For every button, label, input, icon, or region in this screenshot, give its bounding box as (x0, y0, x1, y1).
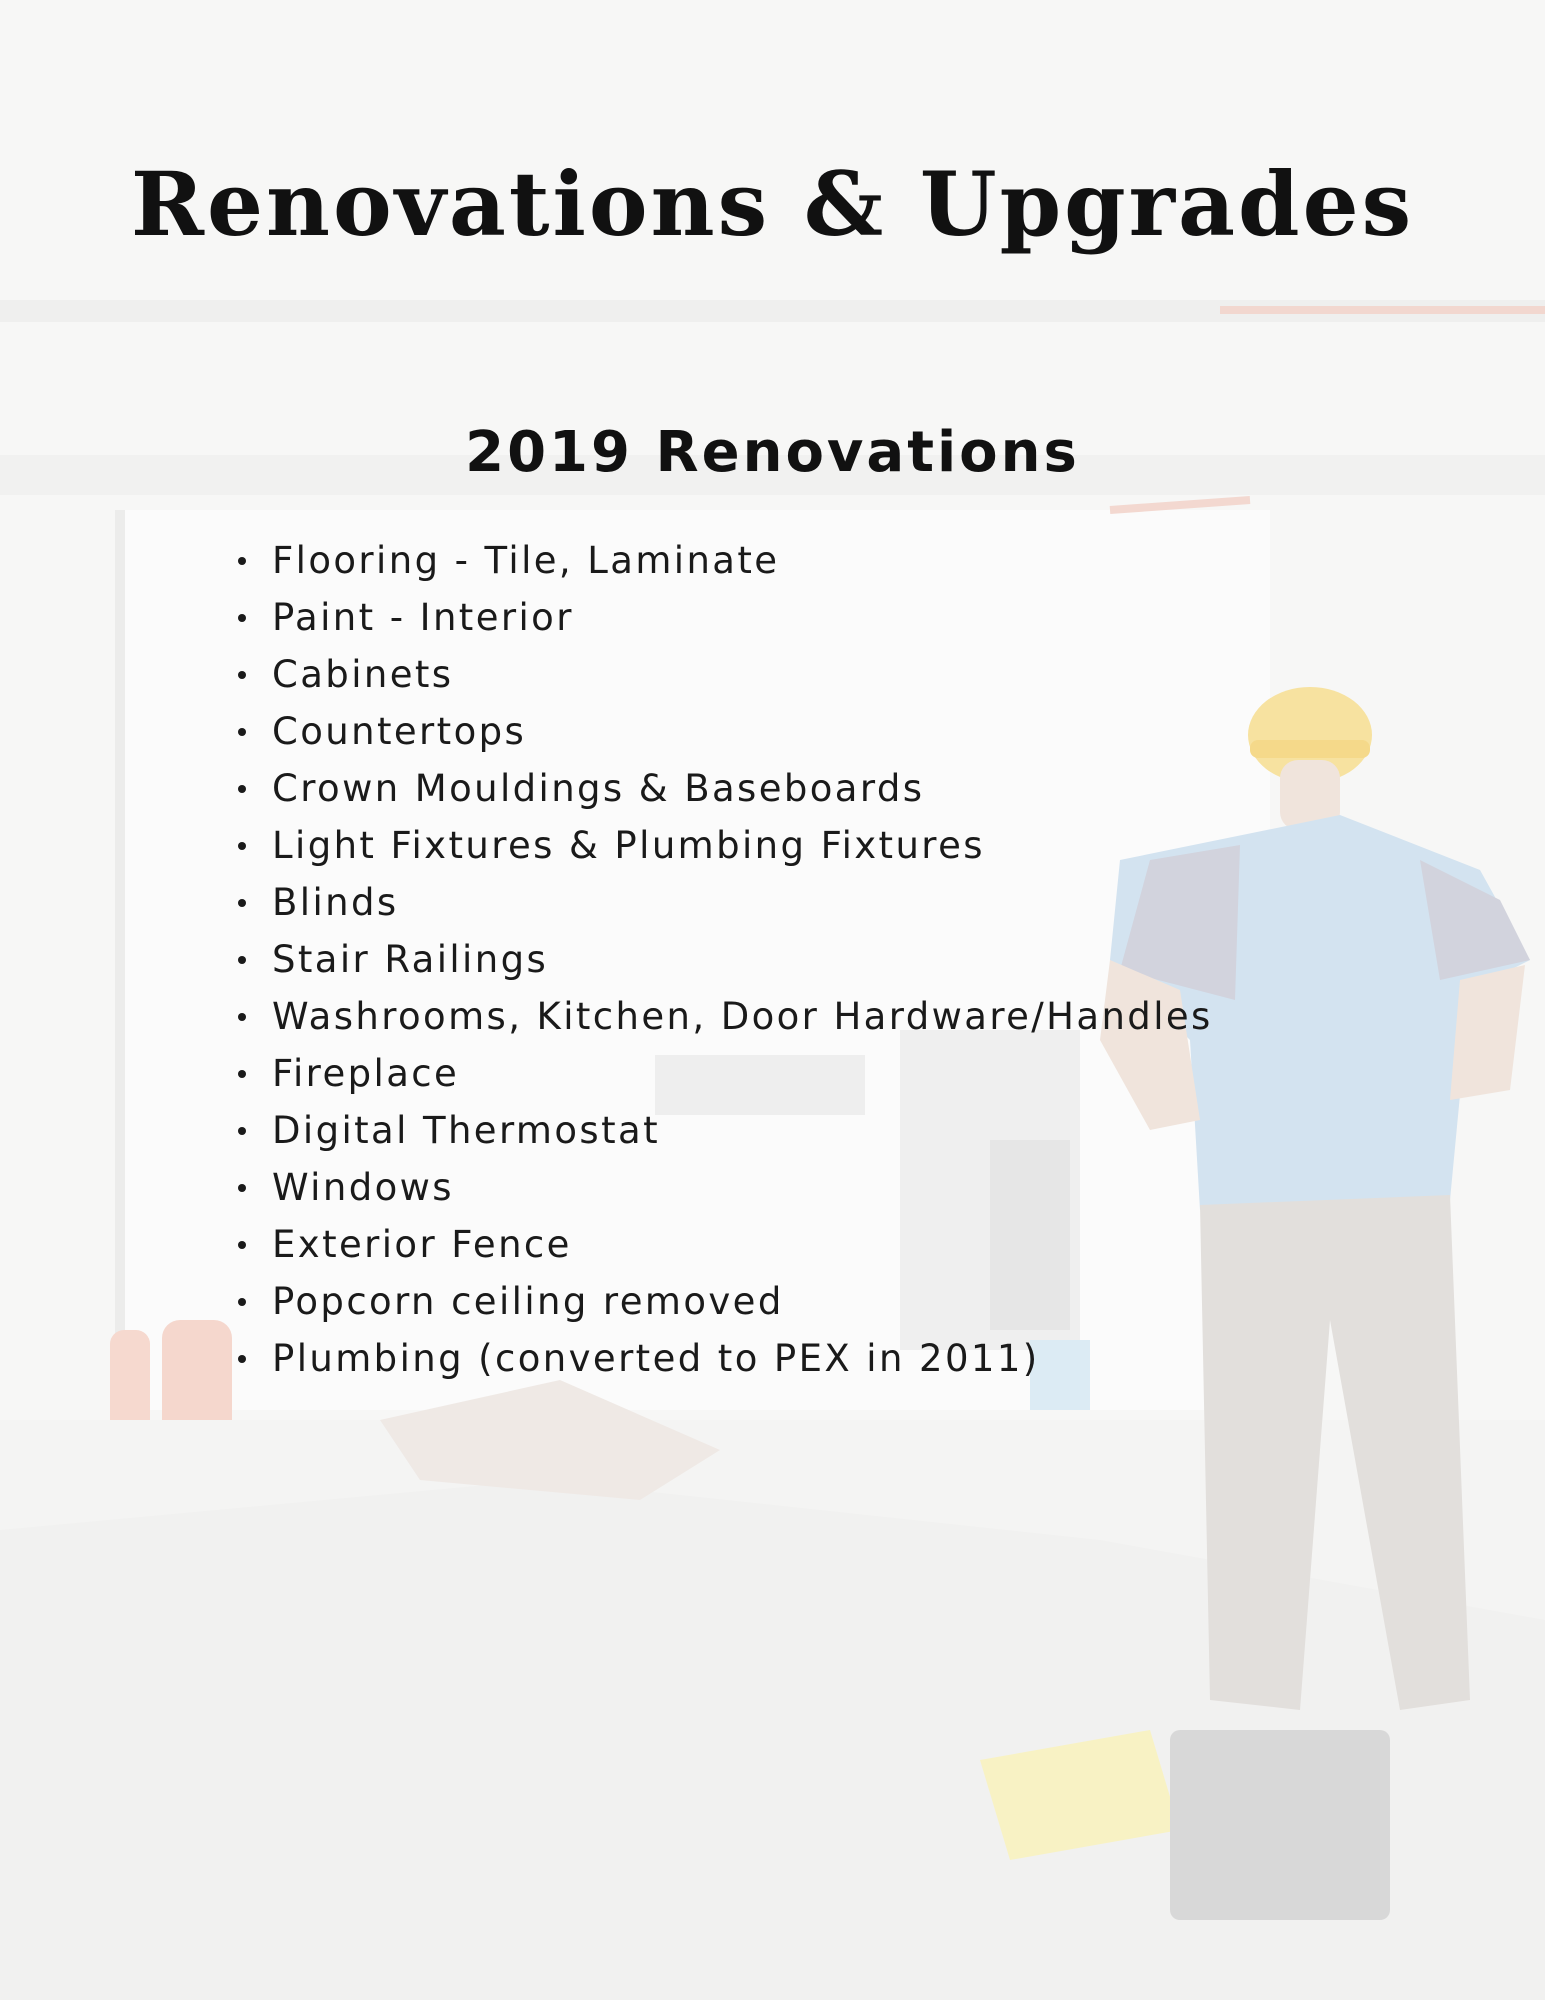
list-item-text: Light Fixtures & Plumbing Fixtures (272, 824, 985, 867)
list-item (230, 988, 1213, 1045)
list-item (230, 646, 1213, 703)
list-item (230, 1216, 1213, 1273)
list-item (230, 874, 1213, 931)
bullet-icon (238, 842, 246, 850)
list-item-text: Crown Mouldings & Baseboards (272, 767, 925, 810)
list-item-text: Cabinets (272, 653, 454, 696)
bullet-icon (238, 1355, 246, 1363)
list-item-text: Plumbing (converted to PEX in 2011) (272, 1337, 1040, 1380)
list-item-text: Exterior Fence (272, 1223, 572, 1266)
bullet-icon (238, 1298, 246, 1306)
list-item (230, 532, 1213, 589)
list-item-text: Blinds (272, 881, 399, 924)
bullet-icon (238, 1184, 246, 1192)
list-item (230, 1102, 1213, 1159)
list-item-text: Stair Railings (272, 938, 549, 981)
bullet-icon (238, 557, 246, 565)
list-item-text: Paint - Interior (272, 596, 574, 639)
list-item-text: Windows (272, 1166, 454, 1209)
list-item (230, 703, 1213, 760)
list-item (230, 1045, 1213, 1102)
bullet-icon (238, 614, 246, 622)
section-heading: 2019 Renovations (465, 420, 1080, 485)
list-item (230, 760, 1213, 817)
page-title: Renovations & Upgrades (130, 152, 1415, 256)
list-item-text: Fireplace (272, 1052, 460, 1095)
list-item-text: Digital Thermostat (272, 1109, 660, 1152)
list-item-text: Countertops (272, 710, 527, 753)
bullet-icon (238, 728, 246, 736)
list-item (230, 1159, 1213, 1216)
renovations-list (230, 532, 1213, 1387)
bullet-icon (238, 899, 246, 907)
bullet-icon (238, 1241, 246, 1249)
bullet-icon (238, 1070, 246, 1078)
list-item (230, 817, 1213, 874)
bullet-icon (238, 956, 246, 964)
list-item-text: Washrooms, Kitchen, Door Hardware/Handles (272, 995, 1213, 1038)
list-item-text: Flooring - Tile, Laminate (272, 539, 780, 582)
list-item (230, 1330, 1213, 1387)
bullet-icon (238, 785, 246, 793)
list-item (230, 1273, 1213, 1330)
list-item (230, 931, 1213, 988)
list-item (230, 589, 1213, 646)
bullet-icon (238, 671, 246, 679)
bullet-icon (238, 1127, 246, 1135)
list-item-text: Popcorn ceiling removed (272, 1280, 784, 1323)
bullet-icon (238, 1013, 246, 1021)
